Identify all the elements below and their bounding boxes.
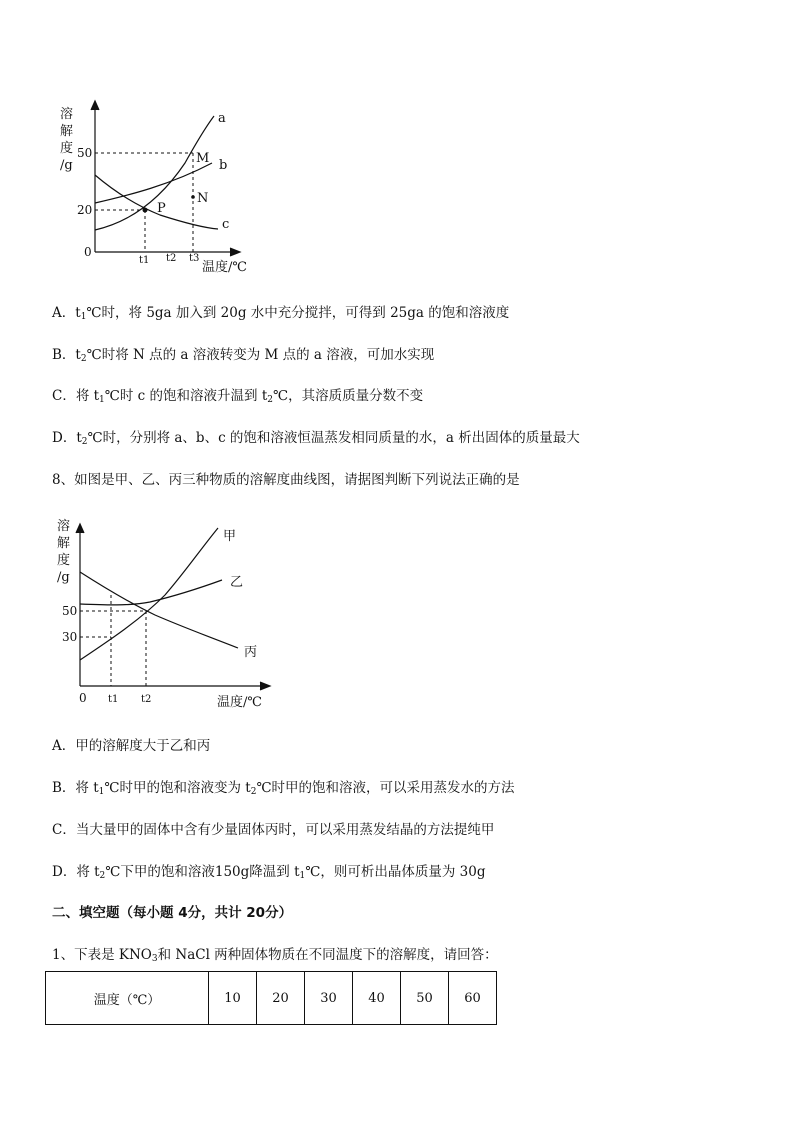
q7-option-c: C．将 $t_1℃$时 c 的饱和溶液升温到 $t_2℃$，其溶质质量分数不变 xyxy=(52,388,424,405)
chart2-label-bing: 丙 xyxy=(244,645,258,660)
chart1-label-a: a xyxy=(218,111,226,126)
q8-option-c: C．当大量甲的固体中含有少量固体丙时，可以采用蒸发结晶的方法提纯甲 xyxy=(52,822,495,838)
table-cell: 60 xyxy=(449,972,497,1025)
table-cell: 50 xyxy=(401,972,449,1025)
q8-option-a: A．甲的溶解度大于乙和丙 xyxy=(52,738,211,754)
q8-option-d: D．将 $t_2℃$下甲的饱和溶液150g降温到 $t_1℃$，则可析出晶体质量为 30g xyxy=(52,864,486,881)
chart2-curve-yi xyxy=(80,580,222,605)
chart2-curve-jia xyxy=(80,528,218,660)
chart2-ytick-50: 50 xyxy=(62,604,78,618)
chart1-x-arrow xyxy=(230,248,240,256)
q8-question: 8、如图是甲、乙、丙三种物质的溶解度曲线图，请据图判断下列说法正确的是 xyxy=(52,472,520,488)
chart1-ytick-0: 0 xyxy=(84,245,92,259)
solubility-chart-1 xyxy=(0,0,794,290)
chart2-xlabel: 温度/℃ xyxy=(217,695,262,710)
chart2-ytick-30: 30 xyxy=(62,630,78,644)
chart1-label-N: N xyxy=(197,191,209,206)
chart2-xtick-t1: t1 xyxy=(108,694,119,705)
q7-option-a: A．$t_1℃$时，将 5ga 加入到 20g 水中充分搅拌，可得到 25ga 的饱和溶液度 xyxy=(52,305,510,322)
chart1-xtick-t3: t3 xyxy=(189,253,200,264)
section-heading: 二、填空题（每小题 4分，共计 20分） xyxy=(52,905,293,921)
chart1-label-c: c xyxy=(222,217,230,232)
table-row xyxy=(46,972,497,1025)
chart2-label-jia: 甲 xyxy=(223,529,237,544)
table-cell: 40 xyxy=(353,972,401,1025)
chart1-point-P xyxy=(143,208,148,213)
q8-option-b: B．将 $t_1℃$时甲的饱和溶液变为 $t_2℃$时甲的饱和溶液，可以采用蒸发水的方法 xyxy=(52,780,515,797)
chart1-ytick-50: 50 xyxy=(77,146,93,160)
chart1-label-P: P xyxy=(157,201,166,216)
table-cell: 30 xyxy=(305,972,353,1025)
chart1-label-M: M xyxy=(196,151,210,166)
chart1-ylabel-4: /g xyxy=(60,158,73,173)
chart2-x-arrow xyxy=(260,682,270,690)
chart1-point-N xyxy=(191,195,195,199)
chart1-label-b: b xyxy=(219,158,228,173)
solubility-table xyxy=(45,971,497,1025)
table-cell: 20 xyxy=(257,972,305,1025)
chart1-ylabel-1: 溶 xyxy=(60,107,74,122)
chart2-y-arrow xyxy=(76,524,84,533)
chart2-ylabel-4: /g xyxy=(57,570,70,585)
chart1-ylabel-2: 解 xyxy=(60,124,74,139)
chart2-ylabel-2: 解 xyxy=(57,536,71,551)
q7-option-b: B．$t_2℃$时将 N 点的 a 溶液转变为 M 点的 a 溶液，可加水实现 xyxy=(52,347,435,364)
table-header-temperature: 温度（℃） xyxy=(46,972,209,1025)
chart2-xtick-t2: t2 xyxy=(141,694,152,705)
chart1-xlabel: 温度/℃ xyxy=(202,260,247,275)
chart2-origin: 0 xyxy=(79,691,87,705)
q7-option-d: D．$t_2℃$时，分别将 a、b、c 的饱和溶液恒温蒸发相同质量的水，a 析出固体的质量最大 xyxy=(52,430,580,447)
table-cell: 10 xyxy=(209,972,257,1025)
chart1-ytick-20: 20 xyxy=(77,203,93,217)
fill-q1-question: 1、下表是 $KNO_3$和 NaCl 两种固体物质在不同温度下的溶解度，请回答： xyxy=(52,947,498,964)
chart1-xtick-t1: t1 xyxy=(139,255,150,266)
chart2-ylabel-1: 溶 xyxy=(57,519,71,534)
solubility-chart-2 xyxy=(0,510,794,715)
chart1-xtick-t2: t2 xyxy=(166,253,177,264)
chart2-label-yi: 乙 xyxy=(230,575,244,590)
chart2-curve-bing xyxy=(80,572,238,648)
chart1-ylabel-3: 度 xyxy=(60,141,74,156)
chart2-ylabel-3: 度 xyxy=(57,553,71,568)
chart1-y-arrow xyxy=(91,101,99,110)
